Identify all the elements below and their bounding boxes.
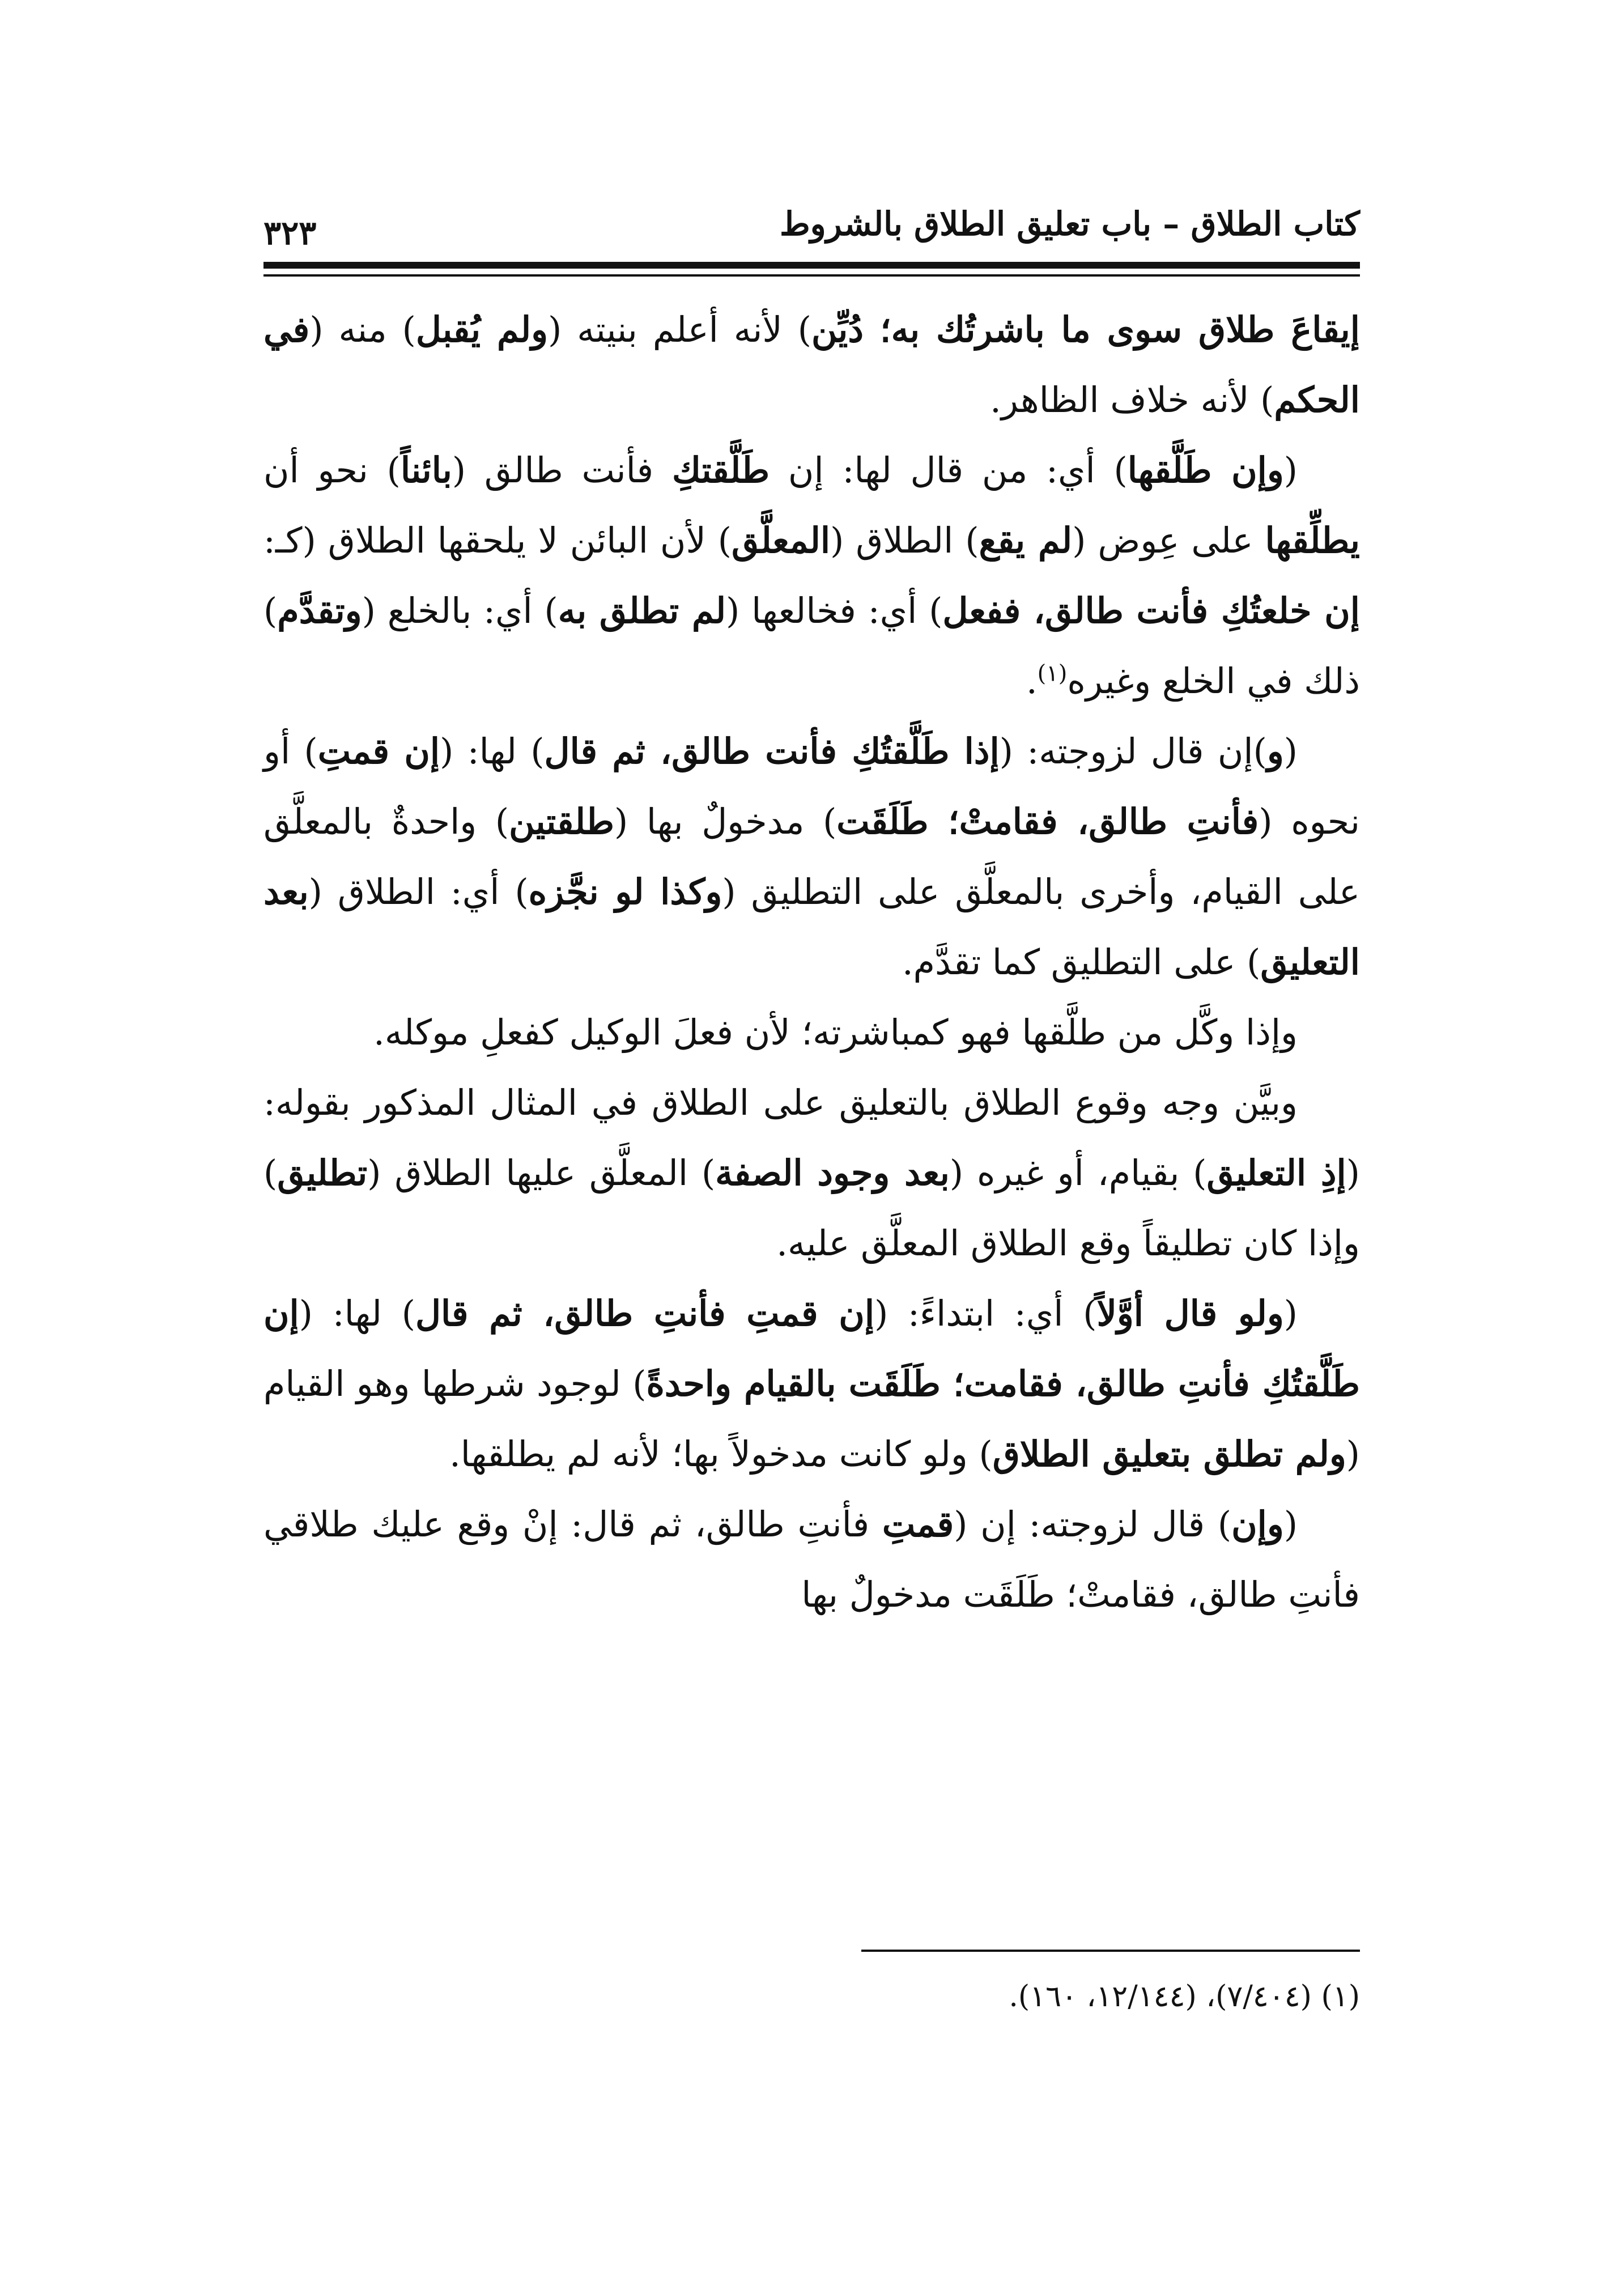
- body-text: [263, 295, 1360, 1630]
- sharh-text: (: [1283, 731, 1298, 772]
- sharh-text: ) لأنه خلاف الظاهر.: [990, 379, 1274, 421]
- sharh-text: ) أي: ابتداءً: (: [874, 1293, 1097, 1334]
- sharh-text: ) نحو أن: [263, 449, 401, 491]
- matn-text: ولو قال أوَّلاً: [1096, 1293, 1284, 1334]
- footnote: (١) (٧/٤٠٤)، (١٢/١٤٤، ١٦٠).: [1009, 1980, 1360, 2014]
- sharh-text: (: [1283, 1293, 1298, 1334]
- sharh-text: ) أي: بالخلع (: [362, 590, 558, 631]
- sharh-text: على عِوض (: [1072, 520, 1265, 561]
- sharh-text: ) أي: من قال لها: إن: [770, 449, 1128, 491]
- header-rule-thick: [263, 262, 1360, 269]
- paragraph: [263, 997, 1360, 1068]
- paragraph: [263, 295, 1360, 435]
- matn-text: لم تطلق به: [558, 590, 726, 631]
- matn-text: قمتِ: [882, 1504, 954, 1545]
- sharh-text: ) لأنه أعلم بنيته (: [548, 309, 811, 350]
- header-rule-thin: [263, 274, 1360, 277]
- sharh-text: ) مدخولٌ بها (: [614, 801, 837, 842]
- matn-text: إذا طَلَّقتُكِ فأنت طالق، ثم قال: [544, 731, 1000, 772]
- sharh-text: فأنتِ طالق، ثم قال: إنْ وقع عليك طلاقي فأنتِ طالق، فقامتْ؛ طَلَقَت مدخولٌ بها: [263, 1504, 1360, 1615]
- matn-text: وإن طَلَّقها: [1127, 449, 1284, 491]
- paragraph: [263, 1489, 1360, 1630]
- matn-text: فأنتِ طالق، فقامتْ؛ طَلَقَت: [836, 801, 1259, 842]
- page-number: ٣٢٣: [263, 214, 317, 252]
- header-title: كتاب الطلاق – باب تعليق الطلاق بالشروط: [780, 205, 1360, 243]
- matn-text: ولم يُقبل: [415, 309, 549, 350]
- sharh-text: ) الطلاق (: [830, 520, 979, 561]
- matn-text: إن طَلَّقتُكِ فأنتِ طالق، فقامت؛ طَلَقَت بالقيام واحدةً: [263, 1293, 1360, 1404]
- matn-text: يطلِّقها: [1265, 520, 1360, 561]
- paragraph: [263, 435, 1360, 716]
- sharh-text: ) أي: الطلاق (: [308, 871, 529, 912]
- sharh-text: .: [1026, 660, 1038, 702]
- sharh-text: ) لأن البائن لا يلحقها الطلاق (كـ:: [263, 520, 732, 561]
- sharh-text: ) أو نحوه (: [263, 731, 1360, 842]
- sharh-text: ) منه (: [309, 309, 416, 350]
- sharh-text: وبيَّن وجه وقوع الطلاق بالتعليق على الطلاق في المثال المذكور بقوله: (: [263, 1082, 1360, 1194]
- matn-text: وتقدَّم: [277, 590, 362, 631]
- sharh-text: ) على التطليق كما تقدَّم.: [902, 941, 1261, 983]
- sharh-text: (: [1283, 449, 1298, 491]
- matn-text: بعد وجود الصفة: [715, 1152, 950, 1194]
- sharh-text: ) واحدةٌ بالمعلَّق على القيام، وأخرى بالمعلَّق على التطليق (: [263, 801, 1360, 912]
- matn-text: إيقاعَ طلاق سوى ما باشرتُك به؛ دُيِّن: [811, 309, 1361, 350]
- paragraph: [263, 1068, 1360, 1279]
- paragraph: [263, 716, 1360, 997]
- sharh-text: فأنت طالق (: [452, 449, 672, 491]
- sharh-text: ) بقيام، أو غيره (: [949, 1152, 1207, 1194]
- matn-text: بائناً: [400, 449, 452, 491]
- footnote-reference: (١): [1037, 660, 1068, 687]
- matn-text: إن قمتِ: [317, 731, 440, 772]
- matn-text: طلقتين: [509, 801, 614, 842]
- matn-text: تطليق: [277, 1152, 368, 1194]
- sharh-text: ) ذلك في الخلع وغيره: [263, 590, 1360, 702]
- footnote-separator: [861, 1950, 1360, 1952]
- matn-text: وإن: [1231, 1504, 1284, 1545]
- sharh-text: ) المعلَّق عليها الطلاق (: [367, 1152, 716, 1194]
- sharh-text: وإذا وكَّل من طلَّقها فهو كمباشرته؛ لأن فعلَ الوكيل كفعلِ موكله.: [373, 1012, 1298, 1053]
- paragraph: [263, 1279, 1360, 1489]
- matn-text: المعلَّق: [732, 520, 831, 561]
- sharh-text: (: [1283, 1504, 1298, 1545]
- sharh-text: ) قال لزوجته: إن (: [954, 1504, 1232, 1545]
- sharh-text: ) أي: فخالعها (: [726, 590, 943, 631]
- sharh-text: ) ولو كانت مدخولاً بها؛ لأنه لم يطلقها.: [449, 1433, 993, 1475]
- sharh-text: ) لوجود شرطها وهو القيام (: [263, 1363, 1360, 1475]
- matn-text: وكذا لو نجَّزه: [528, 871, 722, 912]
- matn-text: و: [1266, 731, 1284, 772]
- sharh-text: )إن قال لزوجته: (: [999, 731, 1267, 772]
- sharh-text: ) وإذا كان تطليقاً وقع الطلاق المعلَّق عليه.: [263, 1152, 1360, 1264]
- sharh-text: ) لها: (: [299, 1293, 415, 1334]
- matn-text: طَلَّقتكِ: [671, 449, 770, 491]
- matn-text: إذِ التعليق: [1206, 1152, 1346, 1194]
- matn-text: في الحكم: [263, 309, 1360, 421]
- running-header: [263, 196, 1360, 258]
- matn-text: إن قمتِ فأنتِ طالق، ثم قال: [415, 1293, 875, 1334]
- sharh-text: ) لها: (: [440, 731, 545, 772]
- matn-text: ولم تطلق بتعليق الطلاق: [992, 1433, 1346, 1475]
- matn-text: لم يقع: [979, 520, 1073, 561]
- matn-text: إن خلعتُكِ فأنت طالق، ففعل: [942, 590, 1360, 631]
- matn-text: بعد التعليق: [263, 871, 1360, 983]
